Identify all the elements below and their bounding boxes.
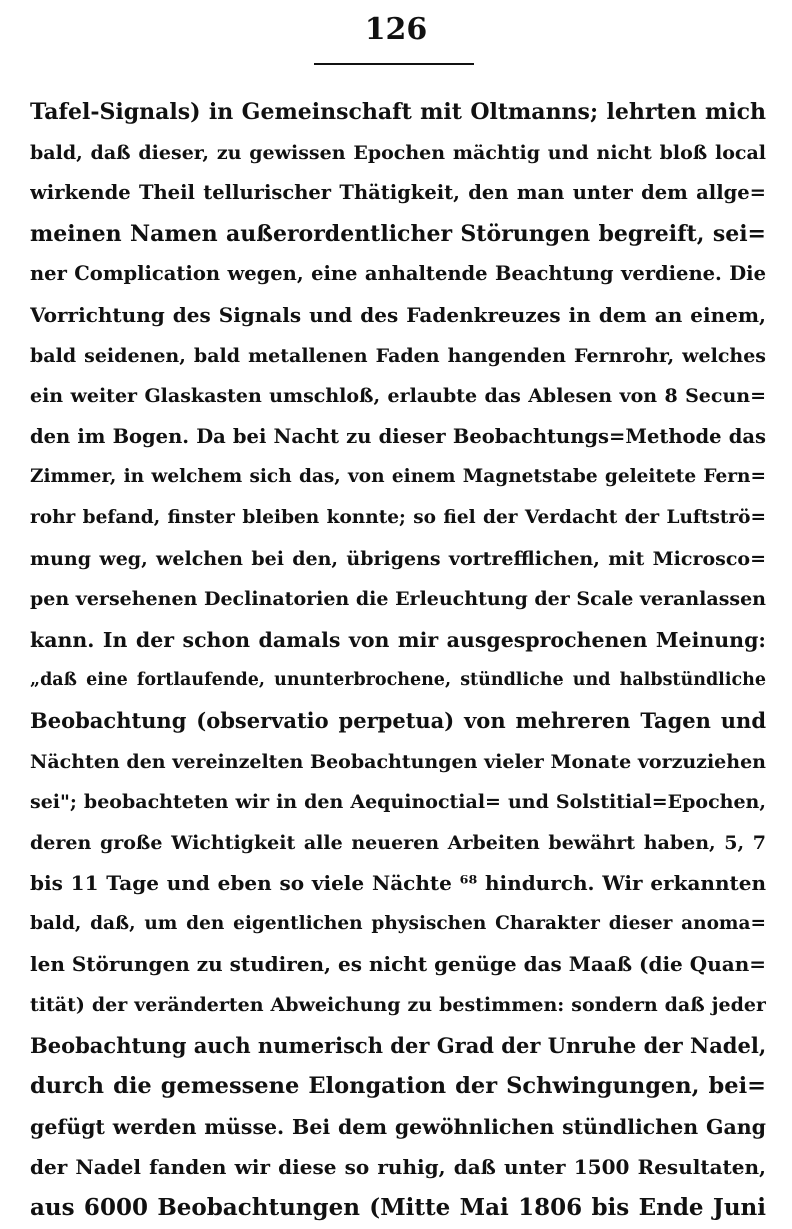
text-line: bald seidenen, bald metallenen Faden hangenden Fernrohr, welches xyxy=(30,344,766,367)
text-line: wirkende Theil tellurischer Thätigkeit, den man unter dem allge= xyxy=(30,181,766,205)
text-line: Beobachtung auch numerisch der Grad der Unruhe der Nadel, xyxy=(30,1032,766,1058)
text-line: bald, daß, um den eigentlichen physischen Charakter dieser anoma= xyxy=(30,912,766,934)
text-line: meinen Namen außerordentlicher Störungen begreift, sei= xyxy=(30,220,766,247)
header-rule xyxy=(314,63,474,65)
text-line: mung weg, welchen bei den, übrigens vortrefflichen, mit Microsco= xyxy=(30,547,766,570)
text-line: der Nadel fanden wir diese so ruhig, daß unter 1500 Resultaten, xyxy=(30,1155,766,1180)
text-line: ner Complication wegen, eine anhaltende Beachtung verdiene. Die xyxy=(30,262,766,286)
text-line: bald, daß dieser, zu gewissen Epochen mächtig und nicht bloß local xyxy=(30,141,766,164)
text-line: Tafel-Signals) in Gemeinschaft mit Oltmanns; lehrten mich xyxy=(30,99,766,125)
text-line: Nächten den vereinzelten Beobachtungen vieler Monate vorzuziehen xyxy=(30,750,766,773)
text-line: len Störungen zu studiren, es nicht genüge das Maaß (die Quan= xyxy=(30,952,766,977)
text-line: „daß eine fortlaufende, ununterbrochene, stündliche und halbstündliche xyxy=(30,670,766,691)
text-line: gefügt werden müsse. Bei dem gewöhnlichen stündlichen Gang xyxy=(30,1114,766,1139)
text-line: sei"; beobachteten wir in den Aequinoctial= und Solstitial=Epochen, xyxy=(30,791,766,814)
page-number: 126 xyxy=(364,12,428,47)
text-line: Zimmer, in welchem sich das, von einem Magnetstabe geleitete Fern= xyxy=(30,466,766,488)
text-line: ein weiter Glaskasten umschloß, erlaubte das Ablesen von 8 Secun= xyxy=(30,385,766,408)
body-text xyxy=(30,92,766,1229)
text-line: tität) der veränderten Abweichung zu bestimmen: sondern daß jeder xyxy=(30,994,766,1017)
text-line: den im Bogen. Da bei Nacht zu dieser Beobachtungs=Methode das xyxy=(30,424,766,448)
text-line: deren große Wichtigkeit alle neueren Arbeiten bewährt haben, 5, 7 xyxy=(30,831,766,854)
text-line: pen versehenen Declinatorien die Erleuchtung der Scale veranlassen xyxy=(30,588,766,611)
text-line: kann. In der schon damals von mir ausgesprochenen Meinung: xyxy=(30,627,766,652)
text-line: bis 11 Tage und eben so viele Nächte ⁶⁸ hindurch. Wir erkannten xyxy=(30,871,766,896)
text-line: rohr befand, finster bleiben konnte; so fiel der Verdacht der Luftströ= xyxy=(30,506,766,528)
text-line: Vorrichtung des Signals und des Fadenkreuzes in dem an einem, xyxy=(30,302,766,327)
text-line: durch die gemessene Elongation der Schwingungen, bei= xyxy=(30,1073,766,1100)
text-line: Beobachtung (observatio perpetua) von mehreren Tagen und xyxy=(30,707,766,733)
text-line: aus 6000 Beobachtungen (Mitte Mai 1806 bis Ende Juni xyxy=(30,1194,766,1222)
